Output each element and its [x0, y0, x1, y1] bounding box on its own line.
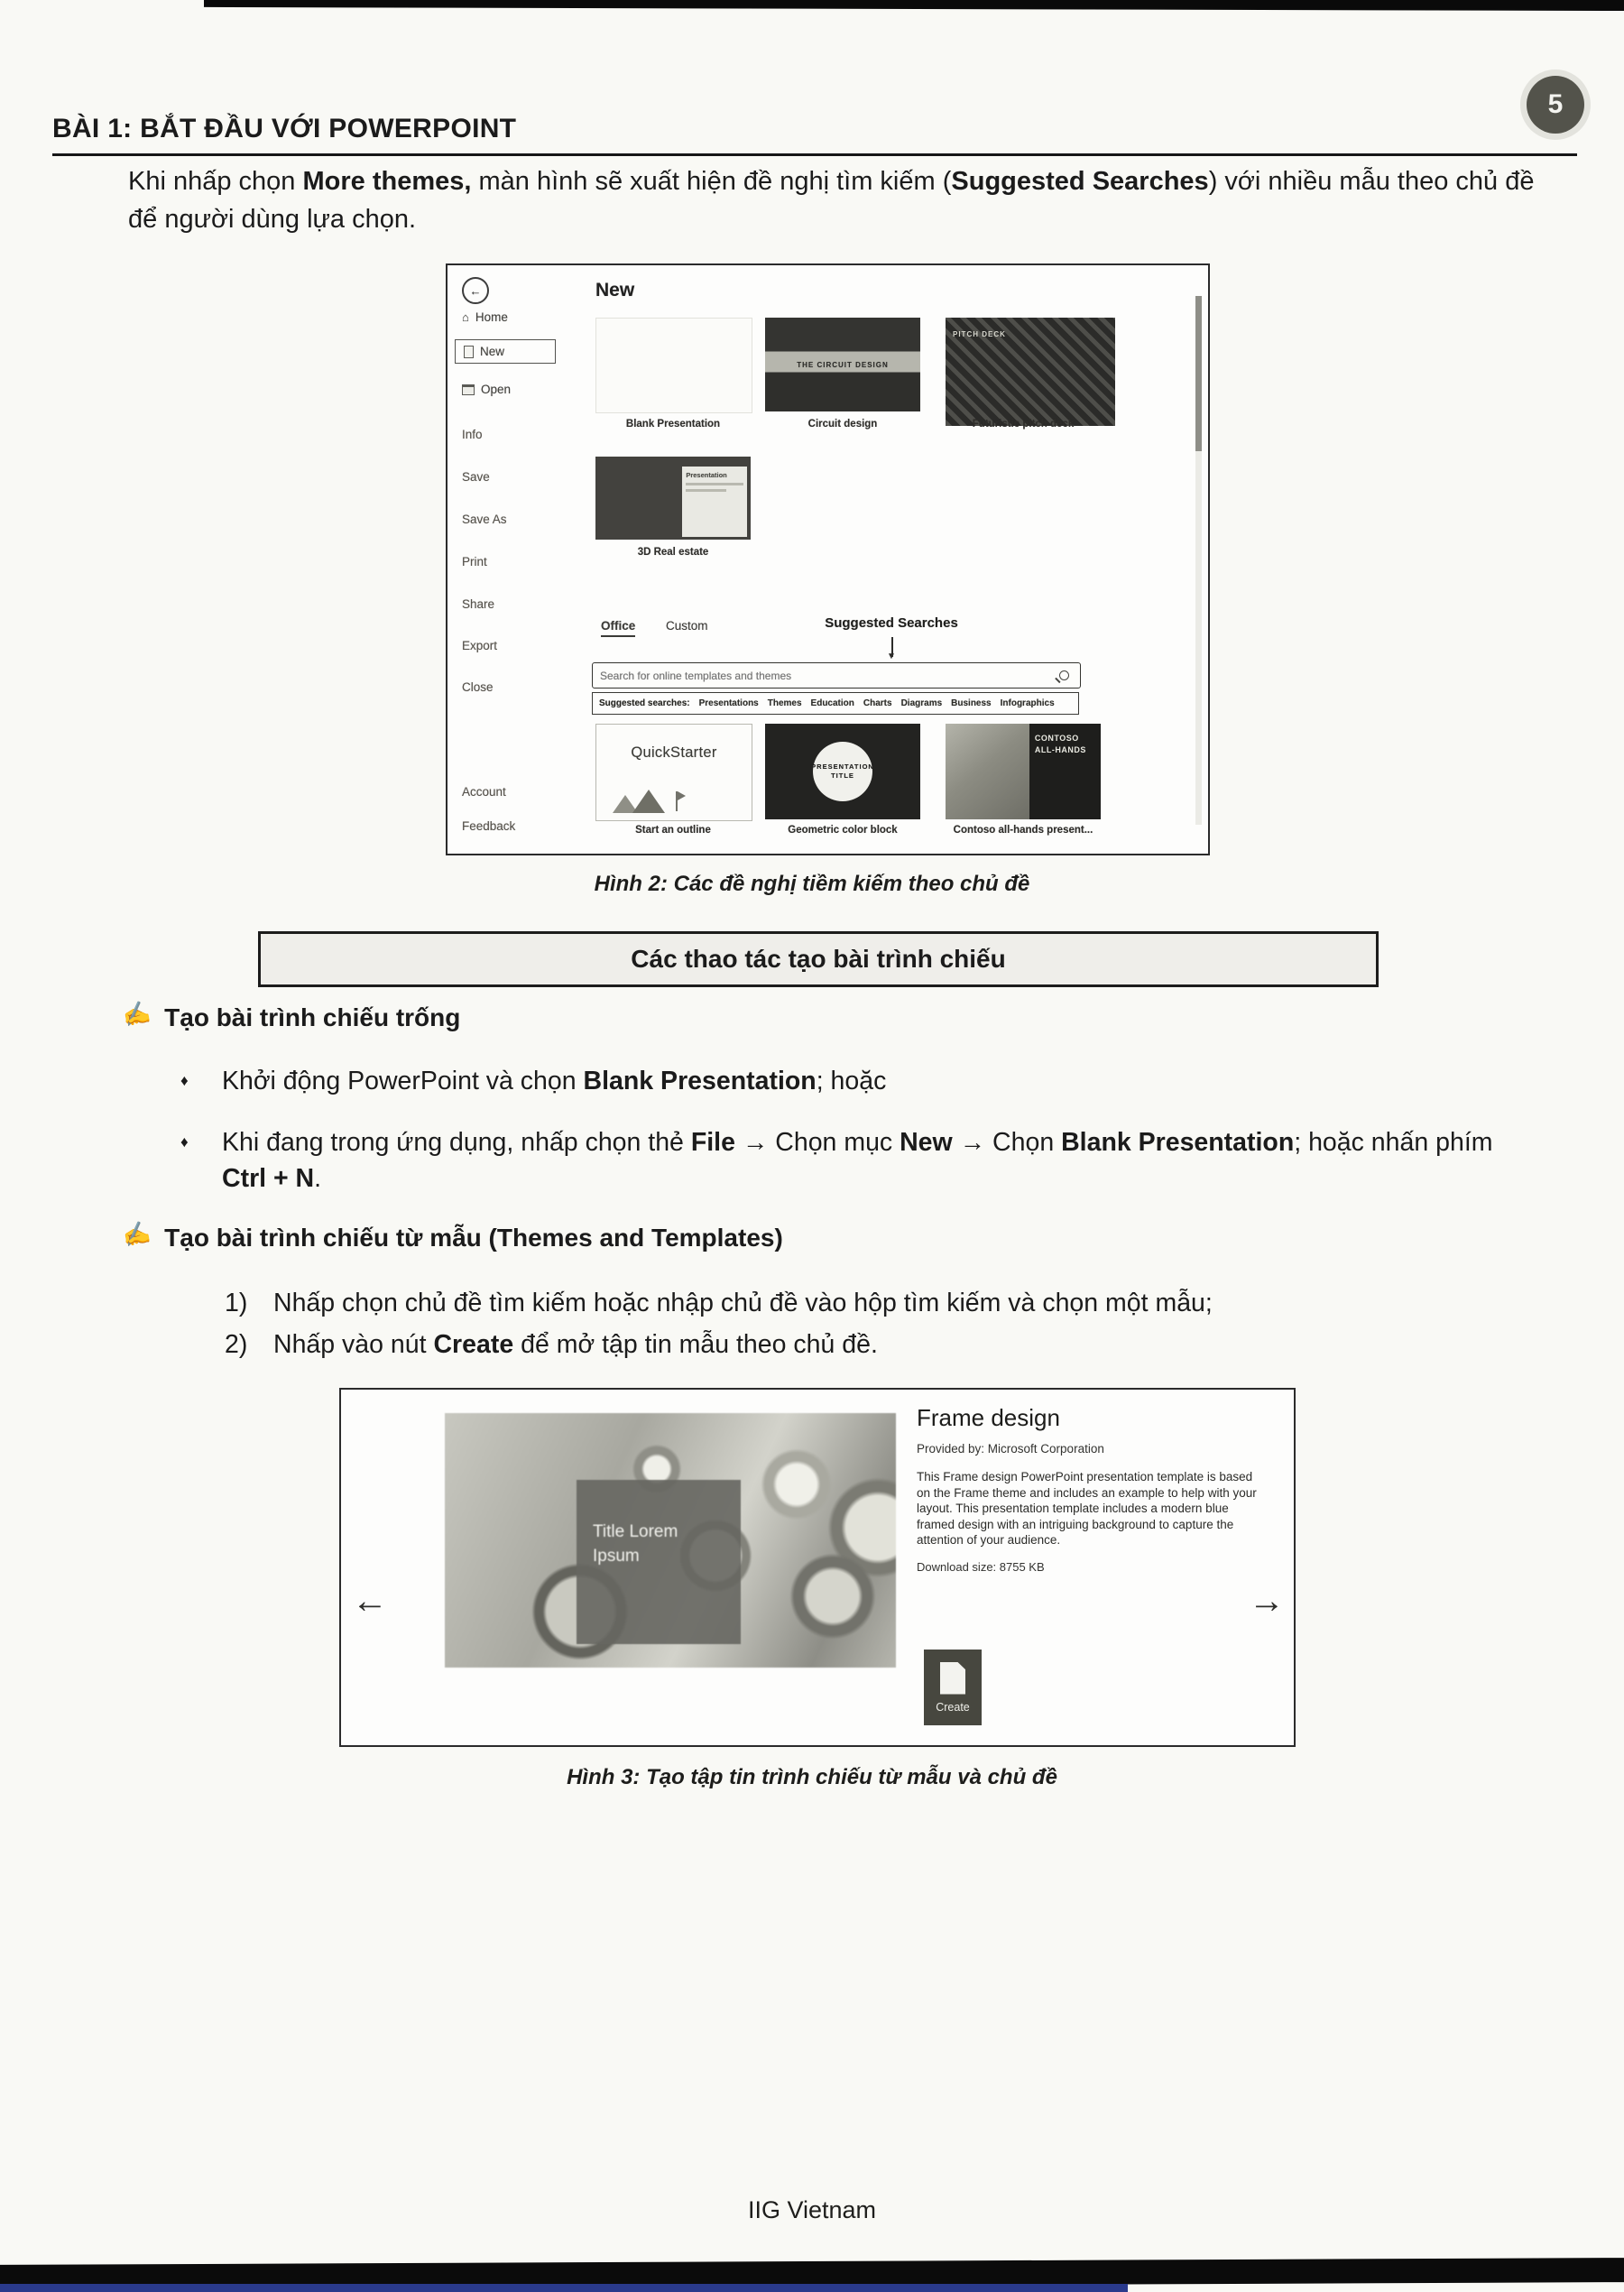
quickstarter-title: QuickStarter [631, 744, 717, 761]
new-document-icon [464, 346, 474, 358]
template-name: Frame design [917, 1404, 1060, 1431]
backstage-new-title: New [595, 280, 635, 300]
sidebar-item-label: New [480, 345, 505, 358]
figure-template-preview-dialog [339, 1388, 1296, 1747]
diamond-bullet-icon: ♦ [180, 1133, 189, 1151]
template-search-box[interactable] [592, 662, 1081, 689]
sidebar-item-account[interactable] [462, 785, 506, 799]
create-button-label: Create [936, 1700, 970, 1714]
sidebar-item-label: Feedback [462, 819, 516, 833]
suggested-searches-label: Suggested searches: [599, 698, 690, 708]
create-button[interactable] [924, 1650, 982, 1725]
template-preview-card [682, 467, 747, 537]
numbered-item-text: Nhấp vào nút Create để mở tập tin mẫu theo chủ đề. [273, 1330, 878, 1359]
template-label: Futuristic pitch deck [972, 419, 1075, 430]
intro-paragraph: Khi nhấp chọn More themes, màn hình sẽ xuất hiện đề nghị tìm kiếm (Suggested Searches) với nhiều mẫu theo chủ đề để người dùng lựa chọn. [128, 167, 1535, 234]
writing-hand-icon: ✍ [120, 999, 153, 1030]
search-input[interactable] [593, 670, 1059, 682]
page-heading-rule [52, 114, 1577, 156]
geometric-circle: PRESENTATION TITLE [813, 742, 872, 801]
home-icon: ⌂ [462, 310, 469, 324]
section-heading-blank-presentation [120, 999, 461, 1032]
open-folder-icon [462, 384, 475, 395]
sidebar-item-label: Close [462, 680, 494, 694]
template-label: Start an outline [635, 825, 711, 836]
writing-hand-icon: ✍ [120, 1219, 153, 1250]
bullet-text: Khởi động PowerPoint và chọn Blank Presentation; hoặc [222, 1067, 887, 1095]
bullet-item [180, 1063, 1538, 1099]
search-icon [1059, 670, 1069, 680]
text-line-bar [686, 489, 726, 492]
suggested-search-themes[interactable]: Themes [767, 698, 802, 708]
pitch-thumb-text: PITCH DECK [953, 330, 1006, 338]
template-contoso-all-hands[interactable] [946, 724, 1101, 819]
sidebar-item-open[interactable] [462, 383, 511, 396]
template-blank-presentation[interactable] [595, 318, 752, 413]
page-footer: IIG Vietnam [747, 2196, 877, 2223]
suggested-searches-row [592, 692, 1079, 715]
sidebar-item-feedback[interactable] [462, 819, 515, 833]
suggested-search-business[interactable]: Business [951, 698, 992, 708]
numbered-item [225, 1326, 1542, 1363]
sidebar-item-label: Share [462, 597, 495, 611]
sidebar-item-label: Save As [462, 513, 507, 526]
list-number: 2) [225, 1330, 248, 1359]
template-download-size: Download size: 8755 KB [917, 1559, 1045, 1574]
next-template-arrow[interactable]: → [1249, 1581, 1285, 1621]
suggested-search-presentations[interactable]: Presentations [698, 698, 759, 708]
bullet-text: Khi đang trong ứng dụng, nhấp chọn thẻ File → Chọn mục New → Chọn Blank Presentation; hoặc nhấn phím Ctrl + N. [222, 1128, 1493, 1193]
section-heading-themes-templates [120, 1219, 783, 1252]
back-arrow-icon: ← [469, 283, 482, 298]
scrollbar-thumb[interactable] [1195, 296, 1202, 451]
overlay-title-line: Title Lorem [593, 1522, 678, 1541]
preview-card-text: Presentation [686, 471, 727, 480]
template-3d-real-estate[interactable] [595, 457, 751, 540]
sidebar-item-close[interactable] [462, 680, 494, 694]
figure3-caption: Hình 3: Tạo tập tin trình chiếu từ mẫu và chủ đề [567, 1765, 1057, 1789]
figure2-caption: Hình 2: Các đề nghị tiềm kiếm theo chủ đề [594, 872, 1030, 896]
text-line-bar [686, 483, 743, 485]
scan-edge-blue-strip [0, 2284, 1128, 2292]
template-label: Blank Presentation [625, 419, 721, 430]
sidebar-item-label: Home [475, 310, 508, 324]
section-heading-text: Tạo bài trình chiếu trống [164, 1003, 461, 1031]
tab-office[interactable]: Office [601, 619, 635, 637]
section-box-title [258, 931, 1379, 987]
sidebar-item-print[interactable] [462, 555, 487, 568]
template-label: Geometric color block [788, 825, 898, 836]
sidebar-item-export[interactable] [462, 639, 497, 652]
suggested-search-charts[interactable]: Charts [863, 698, 892, 708]
sidebar-item-save-as[interactable] [462, 513, 507, 526]
sidebar-item-label: Print [462, 555, 487, 568]
template-description: This Frame design PowerPoint presentation template is based on the Frame theme and includes an example to help with your layout. This presentation template includes a modern blue framed design with an intriguing background to capture the attention of your audience. [917, 1470, 1257, 1547]
sidebar-item-label: Info [462, 428, 483, 441]
contoso-title: CONTOSO ALL-HANDS [1029, 724, 1101, 819]
document-icon [940, 1662, 965, 1695]
suggested-searches-annotation: Suggested Searches [825, 615, 958, 631]
presenter-photo [946, 724, 1029, 819]
numbered-item-text: Nhấp chọn chủ đề tìm kiếm hoặc nhập chủ đề vào hộp tìm kiếm và chọn một mẫu; [273, 1289, 1213, 1317]
template-label: Circuit design [807, 419, 878, 430]
box-title-text: Các thao tác tạo bài trình chiếu [631, 945, 1006, 973]
template-circuit-design[interactable] [765, 318, 920, 411]
sidebar-item-label: Open [481, 383, 512, 396]
mountain-shape [632, 790, 665, 813]
back-button[interactable] [462, 277, 489, 304]
scan-edge-top [204, 0, 1624, 11]
template-quickstarter[interactable] [595, 724, 752, 821]
sidebar-item-label: Save [462, 470, 490, 484]
template-label: Contoso all-hands present... [953, 825, 1093, 836]
circuit-thumb-text: THE CIRCUIT DESIGN [797, 360, 889, 369]
template-geometric-color-block[interactable] [765, 724, 920, 819]
sidebar-item-home[interactable] [462, 310, 508, 324]
sidebar-item-share[interactable] [462, 597, 494, 611]
sidebar-item-label: Export [462, 639, 498, 652]
section-heading-text: Tạo bài trình chiếu từ mẫu (Themes and Templates) [164, 1224, 783, 1252]
page-number: 5 [1547, 89, 1564, 119]
numbered-item [225, 1285, 1542, 1321]
bullet-item [180, 1124, 1538, 1197]
suggested-search-diagrams[interactable]: Diagrams [900, 698, 943, 708]
template-pitch-deck[interactable] [946, 318, 1115, 426]
sidebar-item-save[interactable] [462, 470, 490, 484]
flag-shape [676, 791, 678, 811]
sidebar-item-label: Account [462, 785, 506, 799]
quickstarter-sketch [609, 788, 717, 813]
arrow-down-icon: ▼ [887, 652, 896, 661]
slide-title-overlay [577, 1480, 741, 1644]
list-number: 1) [225, 1289, 248, 1317]
suggested-search-education[interactable]: Education [810, 698, 854, 708]
diamond-bullet-icon: ♦ [180, 1072, 189, 1089]
sidebar-item-new[interactable] [455, 339, 556, 364]
figure-powerpoint-new-screen [446, 263, 1210, 855]
sidebar-item-info[interactable] [462, 428, 483, 441]
template-label: 3D Real estate [637, 547, 709, 558]
template-preview-image [445, 1413, 896, 1668]
page-title: BÀI 1: BẮT ĐẦU VỚI POWERPOINT [52, 114, 517, 143]
previous-template-arrow[interactable]: ← [352, 1581, 388, 1621]
template-info-panel [917, 1404, 1276, 1574]
overlay-title-line: Ipsum [593, 1547, 640, 1566]
template-provider: Provided by: Microsoft Corporation [917, 1442, 1104, 1456]
suggested-search-infographics[interactable]: Infographics [1000, 698, 1055, 708]
tab-custom[interactable]: Custom [666, 619, 708, 633]
